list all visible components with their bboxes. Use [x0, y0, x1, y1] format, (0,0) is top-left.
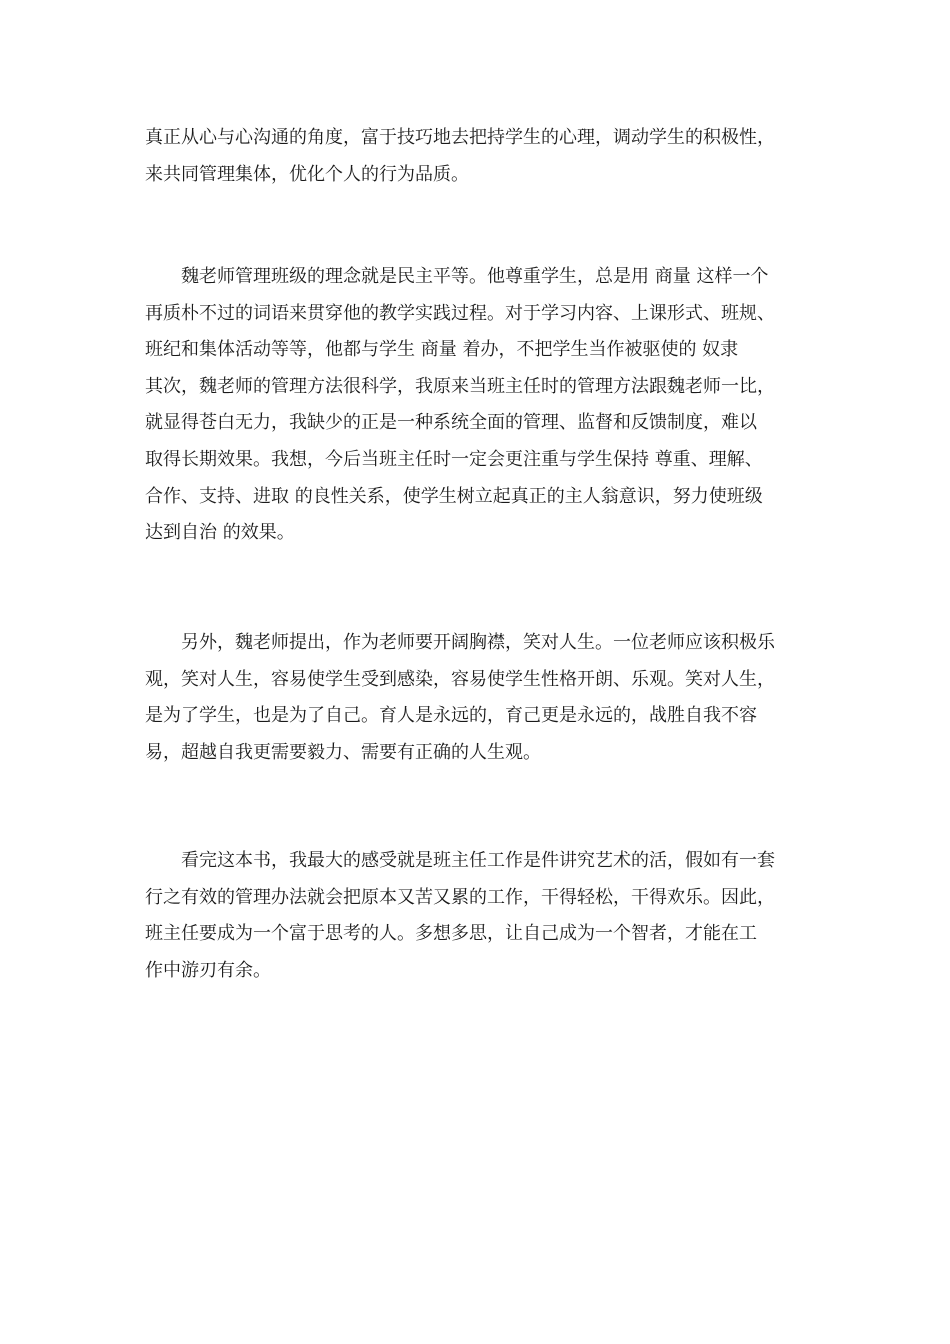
text-line: 真正从心与心沟通的角度，富于技巧地去把持学生的心理，调动学生的积极性， — [145, 127, 775, 148]
paragraph-4 — [145, 843, 810, 989]
text-line: 其次，魏老师的管理方法很科学，我原来当班主任时的管理方法跟魏老师一比， — [145, 375, 775, 397]
text-line: 达到自治 的效果。 — [145, 522, 295, 544]
text-line: 来共同管理集体，优化个人的行为品质。 — [145, 163, 469, 185]
text-line: 易，超越自我更需要毅力、需要有正确的人生观。 — [145, 741, 541, 763]
paragraph-2 — [145, 259, 810, 552]
text-line: 看完这本书，我最大的感受就是班主任工作是件讲究艺术的活，假如有一套 — [145, 850, 775, 871]
text-line: 再质朴不过的词语来贯穿他的教学实践过程。对于学习内容、上课形式、班规、 — [145, 302, 775, 324]
text-line: 班主任要成为一个富于思考的人。多想多思，让自己成为一个智者，才能在工 — [145, 923, 757, 945]
text-line: 另外，魏老师提出，作为老师要开阔胸襟，笑对人生。一位老师应该积极乐 — [145, 632, 775, 653]
text-line: 作中游刃有余。 — [145, 959, 271, 981]
text-line: 合作、支持、进取 的良性关系，使学生树立起真正的主人翁意识，努力使班级 — [145, 485, 763, 507]
text-line: 取得长期效果。我想，今后当班主任时一定会更注重与学生保持 尊重、理解、 — [145, 448, 763, 470]
text-line: 行之有效的管理办法就会把原本又苦又累的工作，干得轻松，干得欢乐。因此， — [145, 886, 775, 908]
text-line: 就显得苍白无力，我缺少的正是一种系统全面的管理、监督和反馈制度，难以 — [145, 412, 757, 434]
text-line: 是为了学生，也是为了自己。育人是永远的，育己更是永远的，战胜自我不容 — [145, 705, 757, 727]
text-line: 班纪和集体活动等等，他都与学生 商量 着办，不把学生当作被驱使的 奴隶 — [145, 339, 739, 361]
text-line: 魏老师管理班级的理念就是民主平等。他尊重学生，总是用 商量 这样一个 — [145, 266, 769, 287]
paragraph-3 — [145, 625, 810, 771]
paragraph-1 — [145, 120, 810, 193]
text-line: 观，笑对人生，容易使学生受到感染，容易使学生性格开朗、乐观。笑对人生， — [145, 668, 775, 690]
